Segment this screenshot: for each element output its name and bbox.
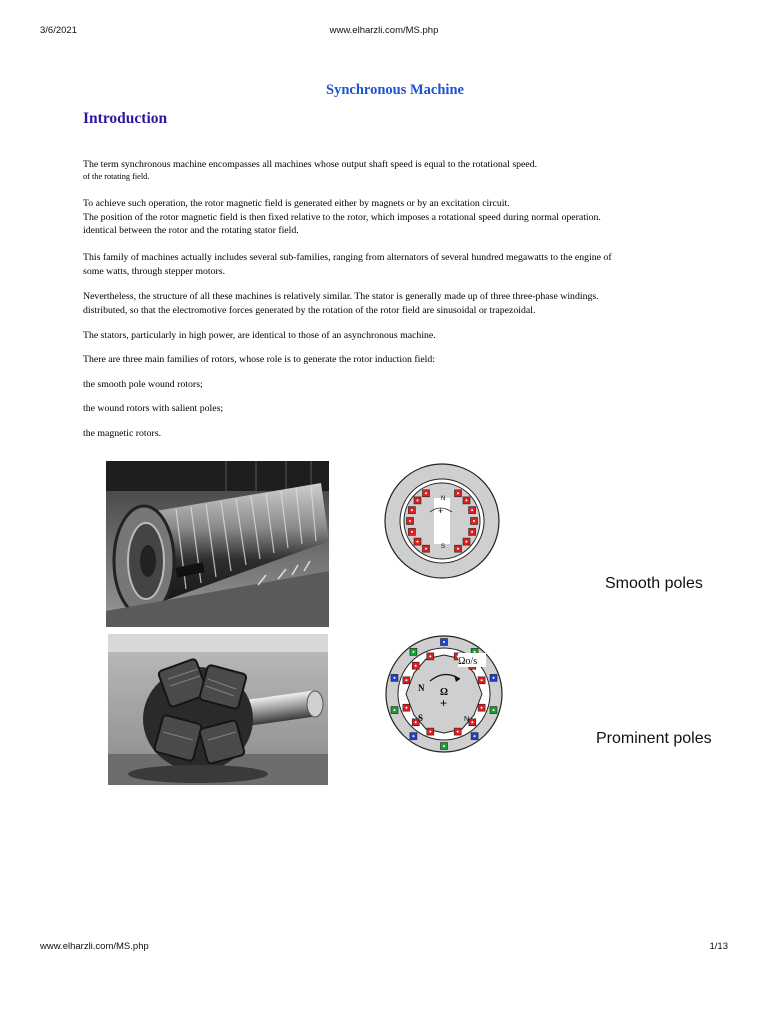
prominent-n2-label: N — [464, 716, 470, 723]
prominent-rotor-coil-2-dot — [481, 679, 483, 681]
footer-url: www.elharzli.com/MS.php — [40, 941, 149, 952]
prominent-stator-conductor-7-dot — [443, 641, 445, 643]
speed-label: Ωo/s — [458, 656, 478, 667]
prominent-stator-conductor-9-dot — [493, 677, 495, 679]
print-url: www.elharzli.com/MS.php — [329, 25, 439, 36]
prominent-stator-conductor-2-dot — [443, 745, 445, 747]
prominent-stator-conductor-4-dot — [394, 709, 396, 711]
prominent-stator-conductor-0-dot — [493, 709, 495, 711]
paragraph-2-line-1: To achieve such operation, the rotor magnetic field is generated either by magnets or by an excitation circuit. — [83, 198, 510, 209]
smooth-conductor-1-dot — [466, 499, 468, 501]
smooth-conductor-10-dot — [409, 520, 411, 522]
smooth-conductor-8-dot — [417, 541, 419, 543]
smooth-conductor-4-dot — [471, 531, 473, 533]
paragraph-3 — [83, 251, 683, 278]
prominent-stator-conductor-6-dot — [412, 651, 414, 653]
paragraph-7 — [83, 378, 683, 392]
smooth-poles-caption: Smooth poles — [605, 575, 703, 592]
prominent-stator-conductor-5-dot — [394, 677, 396, 679]
smooth-rotor-illustration — [106, 461, 329, 627]
paragraph-2-line-2: The position of the rotor magnetic field is then fixed relative to the rotor, which imposes a rotational speed during normal operation. — [83, 211, 601, 223]
smooth-conductor-0-dot — [457, 492, 459, 494]
paragraph-8 — [83, 402, 683, 416]
prominent-stator-conductor-3-dot — [412, 735, 414, 737]
page-title: Synchronous Machine — [326, 82, 464, 98]
smooth-rotor-slot — [434, 498, 450, 544]
smooth-center-mark: + — [438, 506, 444, 516]
paragraph-4 — [83, 290, 683, 317]
prominent-stator-conductor-1-dot — [474, 735, 476, 737]
section-heading: Introduction — [83, 110, 168, 127]
paragraph-5 — [83, 329, 683, 343]
prominent-stator-conductor-8-dot — [474, 651, 476, 653]
smooth-conductor-9-dot — [411, 531, 413, 533]
smooth-conductor-7-dot — [425, 548, 427, 550]
prominent-n-label: N — [418, 683, 425, 693]
paragraph-5-line-1: The stators, particularly in high power, are identical to those of an asynchronous machine. — [83, 330, 436, 341]
smooth-n-label: N — [441, 496, 446, 502]
paragraph-1-line-2: of the rotating field. — [83, 171, 150, 181]
smooth-rotor-photo — [106, 461, 329, 627]
prominent-rotor-coil-4-dot — [471, 721, 473, 723]
paragraph-2-line-3: identical between the rotor and the rotating stator field. — [83, 225, 299, 236]
prominent-poles-caption: Prominent poles — [596, 730, 712, 747]
page-number: 1/13 — [709, 941, 728, 952]
smooth-conductor-6-dot — [457, 548, 459, 550]
print-date: 3/6/2021 — [40, 25, 77, 36]
paragraph-2 — [83, 197, 683, 238]
omega-label: Ω — [440, 687, 449, 698]
prominent-rotor-coil-5-dot — [457, 731, 459, 733]
prominent-poles-diagram — [378, 633, 510, 757]
paragraph-1-line-1: The term synchronous machine encompasses all machines whose output shaft speed is equal to the rotational speed. — [83, 159, 538, 170]
paragraph-9 — [83, 427, 683, 441]
salient-rotor-photo — [108, 634, 328, 785]
prominent-rotor-coil-7-dot — [415, 721, 417, 723]
smooth-conductor-2-dot — [471, 509, 473, 511]
smooth-conductor-13-dot — [425, 492, 427, 494]
prominent-poles-svg — [378, 633, 510, 757]
paragraph-4-line-2: distributed, so that the electromotive forces generated by the rotation of the rotor field are sinusoidal or trapezoidal. — [83, 304, 536, 316]
paragraph-1 — [83, 158, 683, 183]
smooth-poles-diagram — [378, 460, 508, 582]
prominent-rotor-coil-6-dot — [429, 731, 431, 733]
paragraph-3-line-1: This family of machines actually includes several sub-families, ranging from alternators of several hundred megawatts to the engine of — [83, 252, 612, 263]
list-item-salient-pole: the wound rotors with salient poles; — [83, 403, 224, 414]
print-header — [0, 25, 768, 39]
paragraph-6 — [83, 353, 683, 367]
smooth-s-label: S — [441, 544, 446, 550]
paragraph-3-line-2: some watts, through stepper motors. — [83, 265, 226, 277]
prominent-rotor-coil-10-dot — [415, 665, 417, 667]
paragraph-6-line-1: There are three main families of rotors, whose role is to generate the rotor induction field: — [83, 354, 436, 365]
prominent-rotor-coil-3-dot — [481, 707, 483, 709]
paragraph-4-line-1: Nevertheless, the structure of all these machines is relatively similar. The stator is generally made up of three three-phase windings. — [83, 291, 599, 302]
salient-rotor-illustration — [108, 634, 328, 785]
smooth-conductor-12-dot — [417, 499, 419, 501]
prominent-center-mark: + — [440, 696, 448, 710]
prominent-rotor-coil-11-dot — [429, 655, 431, 657]
list-item-smooth-pole: the smooth pole wound rotors; — [83, 379, 203, 390]
print-footer — [0, 941, 768, 955]
smooth-conductor-11-dot — [411, 509, 413, 511]
prominent-rotor-coil-9-dot — [405, 679, 407, 681]
smooth-poles-svg — [378, 460, 508, 582]
prominent-s-label: S — [418, 713, 424, 723]
list-item-magnetic: the magnetic rotors. — [83, 428, 162, 439]
prominent-rotor-coil-8-dot — [405, 707, 407, 709]
smooth-conductor-3-dot — [473, 520, 475, 522]
smooth-conductor-5-dot — [466, 541, 468, 543]
